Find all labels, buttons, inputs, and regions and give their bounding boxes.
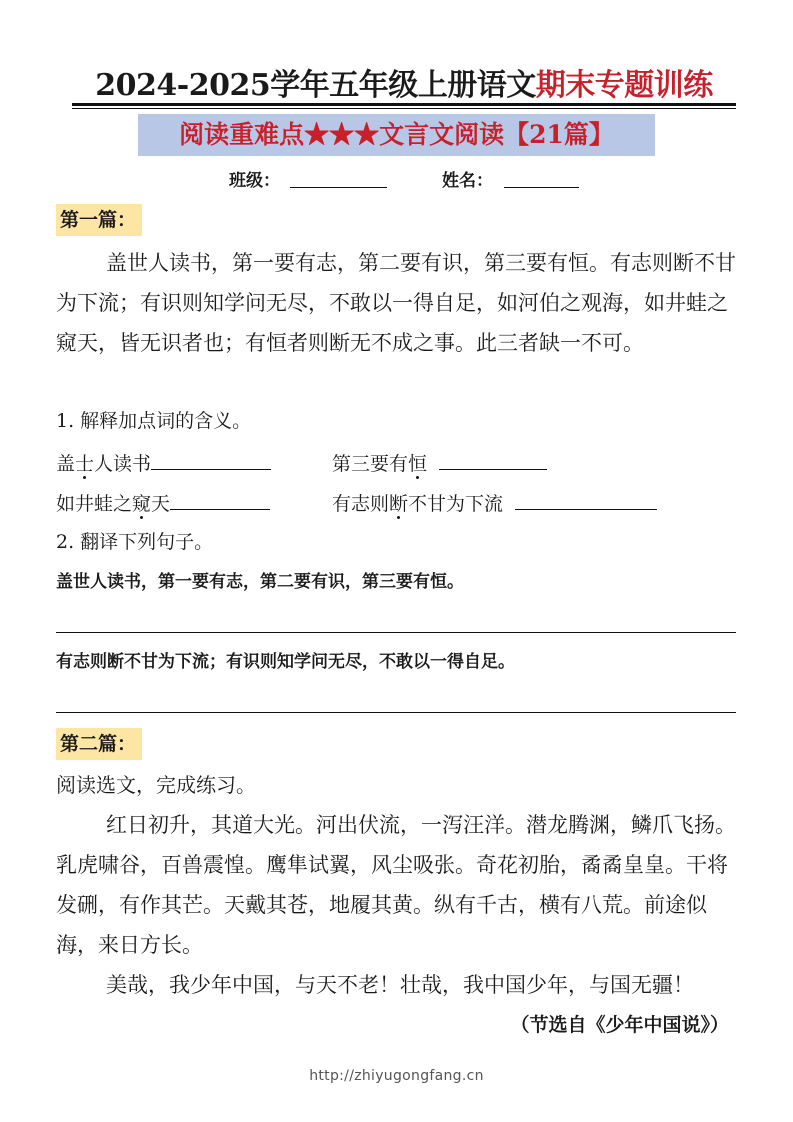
name-blank[interactable] <box>504 187 579 188</box>
word-text: 盖 <box>56 453 76 475</box>
word-item-2 <box>332 447 547 479</box>
dotted-word: 恒 <box>408 453 428 475</box>
answer-blank[interactable] <box>439 447 547 470</box>
section-2-tag: 第二篇： <box>56 728 142 760</box>
section-2-passage-text: 红日初升，其道大光。河出伏流，一泻汪洋。潜龙腾渊，鳞爪飞扬。乳虎啸谷，百兽震惶。鹰隼试翼，风尘吸张。奇花初胎，矞矞皇皇。干将发硎，有作其芒。天戴其苍，地履其黄。纵有千古，横有八荒。前途似海，来日方长。 <box>56 813 736 957</box>
section-1-passage <box>56 243 740 363</box>
section-1-tag: 第一篇： <box>56 204 142 236</box>
passage-source: （节选自《少年中国说》） <box>510 1014 729 1036</box>
answer-blank[interactable] <box>170 487 270 510</box>
answer-line-2[interactable] <box>56 712 736 713</box>
question-1: 1. 解释加点词的含义。 <box>56 410 252 432</box>
class-blank[interactable] <box>290 187 387 188</box>
section-2-passage <box>56 805 740 965</box>
title-block <box>72 66 736 106</box>
translate-sentence-1: 盖世人读书，第一要有志，第二要有识，第三要有恒。 <box>56 572 464 592</box>
question-2: 2. 翻译下列句子。 <box>56 531 214 553</box>
section-2-closing <box>56 965 740 1005</box>
word-text: 第三要有 <box>332 453 409 475</box>
subtitle-banner: 阅读重难点★★★文言文阅读【21篇】 <box>138 114 655 156</box>
word-text: 不甘为下流 <box>408 493 504 515</box>
class-label: 班级： <box>229 171 280 191</box>
dotted-word: 窥 <box>132 493 152 515</box>
word-text: 如井蛙之 <box>56 493 133 515</box>
name-label: 姓名： <box>442 171 493 191</box>
word-text: 人读书 <box>94 453 152 475</box>
word-text: 天 <box>151 493 171 515</box>
title-red: 期末专题训练 <box>535 68 713 103</box>
answer-blank[interactable] <box>151 447 271 470</box>
title-underline-thin <box>72 108 736 109</box>
dotted-word: 士 <box>75 453 95 475</box>
answer-line-1[interactable] <box>56 632 736 633</box>
word-item-4 <box>332 487 657 519</box>
footer-url[interactable]: http://zhiyugongfang.cn <box>309 1068 484 1084</box>
student-info-row <box>0 162 793 192</box>
title-underline-thick <box>72 103 736 106</box>
word-item-3 <box>56 487 270 519</box>
title-black: 2024-2025学年五年级上册语文 <box>95 68 536 103</box>
dotted-word: 断 <box>389 493 409 515</box>
word-item-1 <box>56 447 271 479</box>
section-2-closing-text: 美哉，我少年中国，与天不老！壮哉，我中国少年，与国无疆！ <box>106 973 694 997</box>
page-title <box>72 66 736 106</box>
translate-sentence-2: 有志则断不甘为下流；有识则知学问无尽，不敢以一得自足。 <box>56 652 515 672</box>
section-2-intro: 阅读选文，完成练习。 <box>56 773 256 797</box>
section-1-passage-text: 盖世人读书，第一要有志，第二要有识，第三要有恒。有志则断不甘为下流；有识则知学问无尽，不敢以一得自足，如河伯之观海，如井蛙之窥天，皆无识者也；有恒者则断无不成之事。此三者缺一不可。 <box>56 251 736 355</box>
answer-blank[interactable] <box>515 487 657 510</box>
word-text: 有志则 <box>332 493 390 515</box>
